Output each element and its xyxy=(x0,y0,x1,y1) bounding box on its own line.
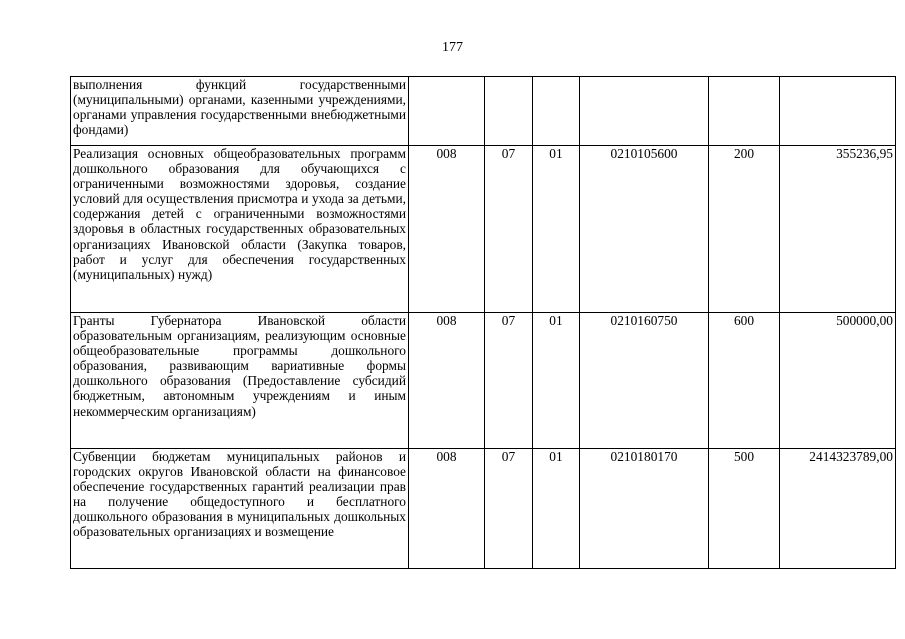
row-amount: 500000,00 xyxy=(780,313,896,449)
row-section-code: 07 xyxy=(485,313,533,449)
page-number: 177 xyxy=(442,40,463,55)
row-description: Гранты Губернатора Ивановской области образовательным организациям, реализующим основные общеобразовательные программы дошкольного образования, развивающим вариативные формы дошкольного образования (Предоставление субсидий бюджетным, автономным учреждениям и иным некоммерческим организациям) xyxy=(71,313,409,449)
row-target-code: 0210160750 xyxy=(580,313,709,449)
table-row xyxy=(71,146,896,313)
row-target-code: 0210180170 xyxy=(580,449,709,569)
budget-table xyxy=(70,76,896,569)
row-expense-type-code: 600 xyxy=(709,313,780,449)
row-amount: 2414323789,00 xyxy=(780,449,896,569)
row-expense-type-code xyxy=(709,77,780,146)
row-grbs-code: 008 xyxy=(409,449,485,569)
row-description: Реализация основных общеобразовательных программ дошкольного образования для обучающихся с ограниченными возможностями здоровья, создание условий для осуществления присмотра и ухода за детьми, содержания детей с ограниченными возможностями здоровья в областных государственных образовательных организациях Ивановской области (Закупка товаров, работ и услуг для обеспечения государственных (муниципальных) нужд) xyxy=(71,146,409,313)
row-subsection-code xyxy=(533,77,580,146)
row-section-code: 07 xyxy=(485,449,533,569)
row-subsection-code: 01 xyxy=(533,449,580,569)
row-subsection-code: 01 xyxy=(533,146,580,313)
row-target-code xyxy=(580,77,709,146)
row-section-code xyxy=(485,77,533,146)
row-description: Субвенции бюджетам муниципальных районов и городских округов Ивановской области на финансовое обеспечение государственных гарантий реализации прав на получение общедоступного и бесплатного дошкольного образования в муниципальных дошкольных образовательных организациях и возмещение xyxy=(73,449,406,540)
row-description: выполнения функций государственными (муниципальными) органами, казенными учреждениями, органами управления государственными внебюджетными фондами) xyxy=(71,77,409,146)
table-row xyxy=(71,449,896,569)
table-row xyxy=(71,77,896,146)
row-amount xyxy=(780,77,896,146)
row-subsection-code: 01 xyxy=(533,313,580,449)
row-description-cell xyxy=(71,449,409,569)
row-expense-type-code: 500 xyxy=(709,449,780,569)
row-grbs-code xyxy=(409,77,485,146)
row-expense-type-code: 200 xyxy=(709,146,780,313)
row-target-code: 0210105600 xyxy=(580,146,709,313)
row-amount: 355236,95 xyxy=(780,146,896,313)
row-section-code: 07 xyxy=(485,146,533,313)
row-grbs-code: 008 xyxy=(409,146,485,313)
row-grbs-code: 008 xyxy=(409,313,485,449)
table-row xyxy=(71,313,896,449)
